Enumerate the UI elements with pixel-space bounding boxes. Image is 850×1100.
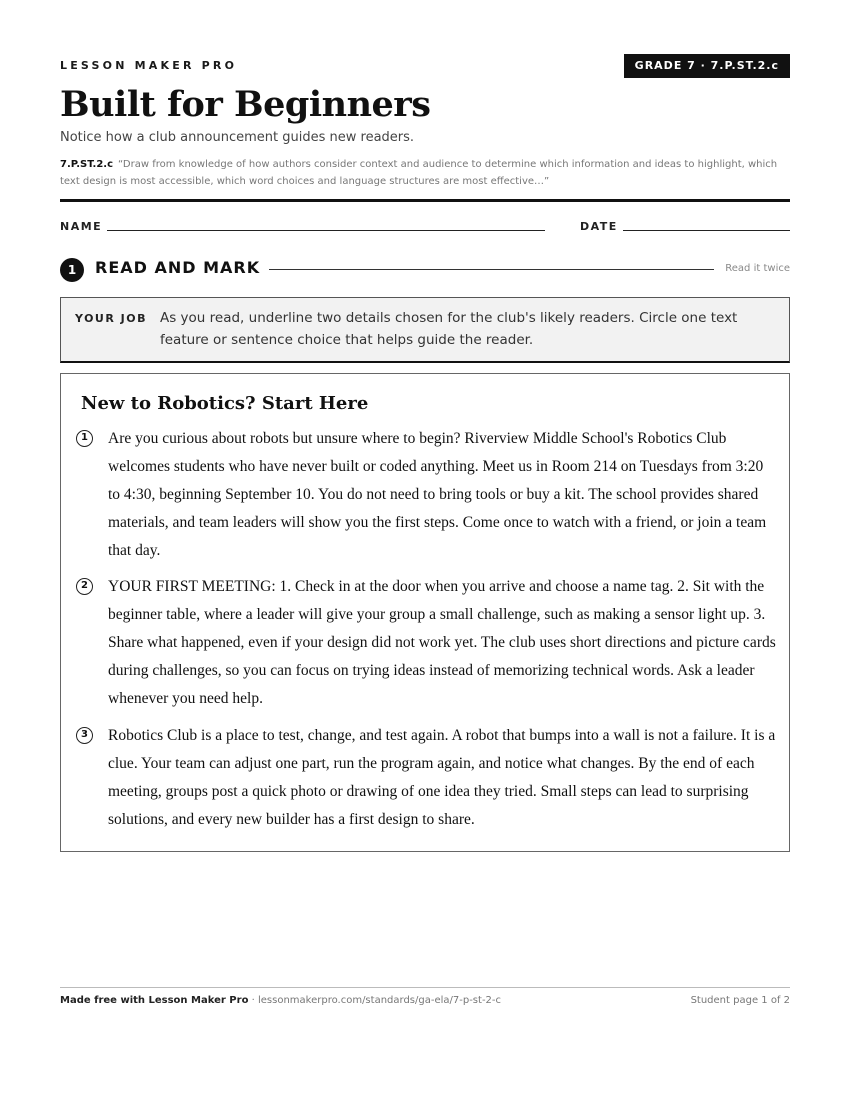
paragraph-number-1: 1	[76, 430, 93, 447]
brand-name: LESSON MAKER PRO	[60, 59, 238, 72]
your-job-instructions: As you read, underline two details chosen for the club's likely readers. Circle one text feature or sentence choice that helps guide the reader.	[160, 310, 738, 348]
date-field[interactable]	[623, 230, 790, 231]
passage-title: New to Robotics? Start Here	[81, 393, 369, 414]
grade-badge: GRADE 7 · 7.P.ST.2.c	[624, 54, 790, 78]
passage-paragraph-2: YOUR FIRST MEETING: 1. Check in at the door when you arrive and choose a name tag. 2. Sit with the beginner table, where a leader will give your group a small challenge, such as making a sensor light up. 3. Share what happened, even if your design did not work yet. The club uses short directions and picture cards during challenges, so you can focus on trying ideas instead of memorizing technical words. Ask a leader whenever you need help.	[108, 578, 776, 707]
section-number-badge: 1	[60, 258, 84, 282]
header-divider	[60, 199, 790, 202]
your-job-box	[60, 297, 790, 363]
footer-credit	[60, 995, 501, 1006]
worksheet-page	[60, 0, 790, 1100]
paragraph-number-2: 2	[76, 578, 93, 595]
standard-code: 7.P.ST.2.c	[60, 159, 114, 170]
footer-made-with: Made free with Lesson Maker Pro	[60, 995, 249, 1006]
footer-url[interactable]: · lessonmakerpro.com/standards/ga-ela/7-p-st-2-c	[248, 995, 502, 1006]
section-title: READ AND MARK	[95, 258, 261, 277]
page-title: Built for Beginners	[60, 84, 431, 125]
name-field[interactable]	[107, 230, 545, 231]
section-divider	[269, 269, 714, 270]
standard-text: “Draw from knowledge of how authors consider context and audience to determine which information and ideas to highlight, which text design is most accessible, which word choices and language structures are most effective…”	[60, 159, 778, 187]
passage-paragraph-1: Are you curious about robots but unsure where to begin? Riverview Middle School's Robotics Club welcomes students who have never built or coded anything. Meet us in Room 214 on Tuesdays from 3:20 to 4:30, beginning September 10. You do not need to bring tools or buy a kit. The school provides shared materials, and team leaders will show you the first steps. Come once to watch with a friend, or join a team that day.	[108, 430, 767, 559]
page-subtitle: Notice how a club announcement guides new readers.	[60, 130, 415, 145]
passage-paragraph-3: Robotics Club is a place to test, change, and test again. A robot that bumps into a wall is not a failure. It is a clue. Your team can adjust one part, run the program again, and notice what changes. By the end of each meeting, groups post a quick photo or drawing of one idea they tried. Small steps can lead to surprising solutions, and every new builder has a first design to share.	[108, 727, 776, 828]
section-note: Read it twice	[725, 263, 790, 274]
paragraph-number-3: 3	[76, 727, 93, 744]
footer-divider	[60, 987, 790, 988]
reading-passage	[60, 373, 790, 852]
name-label: NAME	[60, 220, 103, 233]
standard-description	[60, 156, 790, 190]
your-job-label: YOUR JOB	[75, 312, 147, 325]
date-label: DATE	[580, 220, 618, 233]
footer-page-number: Student page 1 of 2	[690, 995, 790, 1006]
